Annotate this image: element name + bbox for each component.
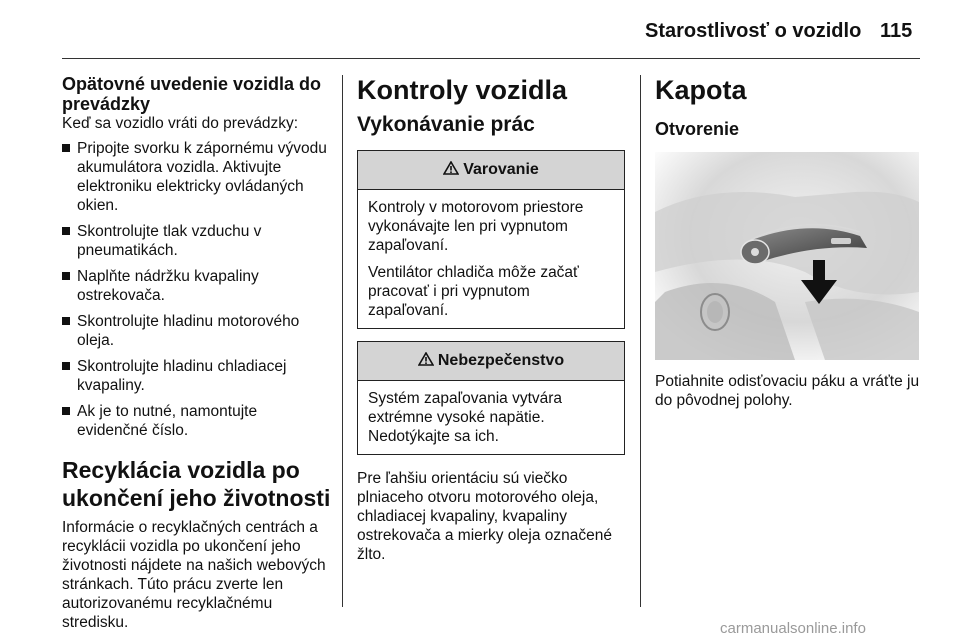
- column-1: [62, 74, 332, 632]
- warning-box-title: Varovanie: [463, 161, 539, 178]
- list-item: Naplňte nádržku kvapaliny ostrekovača.: [62, 267, 332, 305]
- warning-box: [357, 150, 625, 329]
- column-3: [655, 74, 925, 410]
- square-bullet-icon: [62, 272, 70, 280]
- hood-heading: Kapota: [655, 75, 747, 105]
- section-intro: Keď sa vozidlo vráti do prevádzky:: [62, 115, 299, 132]
- list-item: Skontrolujte hladinu motorového oleja.: [62, 312, 332, 350]
- square-bullet-icon: [62, 144, 70, 152]
- list-item: Skontrolujte hladinu chladiacej kvapaliny.: [62, 357, 332, 395]
- orientation-text: Pre ľahšiu orientáciu sú viečko plniaceho otvoru motorového oleja, chladiacej kvapaliny, kvapaliny ostrekovača a mierky oleja označené žlto.: [357, 470, 613, 563]
- chapter-heading: Kontroly vozidla: [357, 75, 568, 105]
- danger-paragraph: Systém zapaľovania vytvára extrémne vysoké napätie. Nedotýkajte sa ich.: [368, 390, 563, 445]
- column-divider-2: [640, 75, 641, 607]
- sub-heading-work: Vykonávanie prác: [357, 113, 535, 136]
- figure-caption: Potiahnite odisťovaciu páku a vráťte ju do pôvodnej polohy.: [655, 373, 920, 409]
- warning-triangle-icon: [443, 161, 459, 180]
- warning-triangle-icon: [418, 352, 434, 371]
- list-item: Pripojte svorku k zápornému vývodu akumulátora vozidla. Aktivujte elektroniku elektricky ovládaných okien.: [62, 139, 332, 215]
- watermark: carmanualsonline.info: [720, 620, 866, 637]
- square-bullet-icon: [62, 407, 70, 415]
- section-heading-recycling: Recyklácia vozidla po ukončení jeho životnosti: [62, 457, 331, 511]
- section-heading-reactivation: Opätovné uvedenie vozidla do prevádzky: [62, 74, 322, 114]
- danger-box-header: [358, 342, 624, 381]
- square-bullet-icon: [62, 317, 70, 325]
- warning-paragraph: Kontroly v motorovom priestore vykonávajte len pri vypnutom zapaľovaní.: [368, 199, 584, 254]
- header-rule: [62, 58, 920, 59]
- hood-release-lever-illustration: [655, 152, 919, 360]
- danger-box-body: [358, 381, 624, 454]
- reactivation-list: [62, 139, 332, 440]
- opening-sub-heading: Otvorenie: [655, 119, 740, 139]
- danger-box: [357, 341, 625, 455]
- list-item: Ak je to nutné, namontujte evidenčné číslo.: [62, 402, 332, 440]
- recycling-text: Informácie o recyklačných centrách a recyklácii vozidla po ukončení jeho životnosti nájdete na našich webových stránkach. Túto prácu zverte len autorizovanému recyklačnému stredisku.: [62, 519, 326, 631]
- square-bullet-icon: [62, 362, 70, 370]
- running-header-title: Starostlivosť o vozidlo: [645, 20, 862, 42]
- square-bullet-icon: [62, 227, 70, 235]
- page-number: 115: [880, 20, 913, 42]
- danger-box-title: Nebezpečenstvo: [437, 352, 565, 369]
- warning-box-header: [358, 151, 624, 190]
- column-divider-1: [342, 75, 343, 607]
- warning-box-body: [358, 190, 624, 328]
- column-2: [357, 74, 625, 564]
- warning-paragraph: Ventilátor chladiča môže začať pracovať i pri vypnutom zapaľovaní.: [368, 264, 579, 319]
- list-item: Skontrolujte tlak vzduchu v pneumatikách.: [62, 222, 332, 260]
